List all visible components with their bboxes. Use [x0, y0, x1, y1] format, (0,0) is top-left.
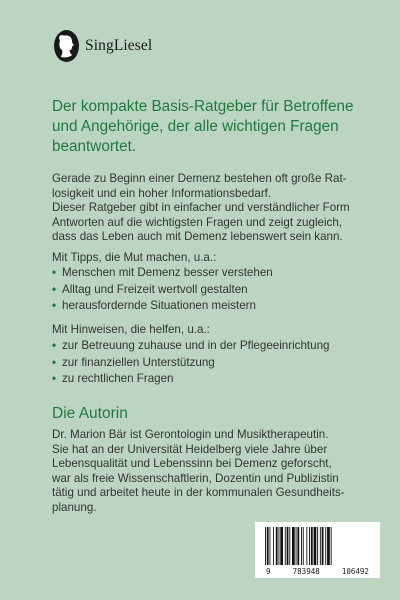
intro-line: losigkeit und ein hoher Informationsbedarf.	[52, 186, 272, 200]
bullet-icon: •	[52, 266, 57, 279]
bullet-icon: •	[52, 299, 57, 312]
publisher-name: SingLiesel	[85, 37, 153, 54]
silhouette-icon	[53, 29, 80, 63]
list-item: • zu rechtlichen Fragen	[52, 371, 329, 388]
tips-heading: Mit Tipps, die Mut machen, u.a.:	[52, 251, 217, 264]
bullet-icon: •	[52, 355, 57, 369]
intro-line: dass das Leben auch mit Demenz lebenswert sein kann.	[52, 230, 343, 244]
hints-list	[52, 338, 329, 388]
tips-list	[52, 265, 273, 315]
barcode-bars	[265, 527, 370, 565]
author-line: tätig und arbeitet heute in der kommunalen Gesundheits-	[52, 486, 345, 500]
intro-line: Dieser Ratgeber gibt in einfacher und verständlicher Form	[52, 201, 350, 215]
list-item: • zur finanziellen Unterstützung	[52, 355, 329, 372]
author-heading: Die Autorin	[52, 405, 128, 422]
intro-line: Gerade zu Beginn einer Demenz bestehen oft große Rat-	[52, 172, 347, 185]
list-item: • Menschen mit Demenz besser verstehen	[52, 265, 273, 282]
intro-line: Antworten auf die wichtigsten Fragen und zeigt zugleich,	[52, 215, 343, 229]
bullet-icon: •	[52, 372, 57, 385]
isbn-barcode	[255, 522, 380, 578]
barcode-digit-group: 783948	[292, 567, 320, 576]
barcode-digits	[255, 567, 380, 576]
bullet-icon: •	[52, 282, 57, 296]
lead-text: Der kompakte Basis-Ratgeber für Betroffene und Angehörige, der alle wichtigen Fragen beantwortet.	[52, 98, 354, 155]
publisher-logo	[53, 29, 152, 63]
barcode-digit-group: 9	[266, 567, 271, 576]
bullet-icon: •	[52, 339, 57, 352]
author-line: war als freie Wissenschaftlerin, Dozentin und Publizistin	[52, 471, 339, 485]
author-line: Dr. Marion Bär ist Gerontologin und Musiktherapeutin.	[52, 428, 329, 441]
author-paragraph	[52, 428, 382, 516]
hints-heading: Mit Hinweisen, die helfen, u.a.:	[52, 323, 210, 336]
barcode-digit-group: 106492	[341, 567, 369, 576]
list-item: • zur Betreuung zuhause und in der Pflegeeinrichtung	[52, 338, 329, 355]
author-line: planung.	[52, 500, 97, 514]
list-item: • herausfordernde Situationen meistern	[52, 298, 273, 315]
list-item: • Alltag und Freizeit wertvoll gestalten	[52, 282, 273, 299]
author-line: Lebensqualität und Lebenssinn bei Demenz geforscht,	[52, 457, 332, 471]
intro-paragraph	[52, 172, 382, 245]
author-line: Sie hat an der Universität Heidelberg viele Jahre über	[52, 442, 328, 456]
